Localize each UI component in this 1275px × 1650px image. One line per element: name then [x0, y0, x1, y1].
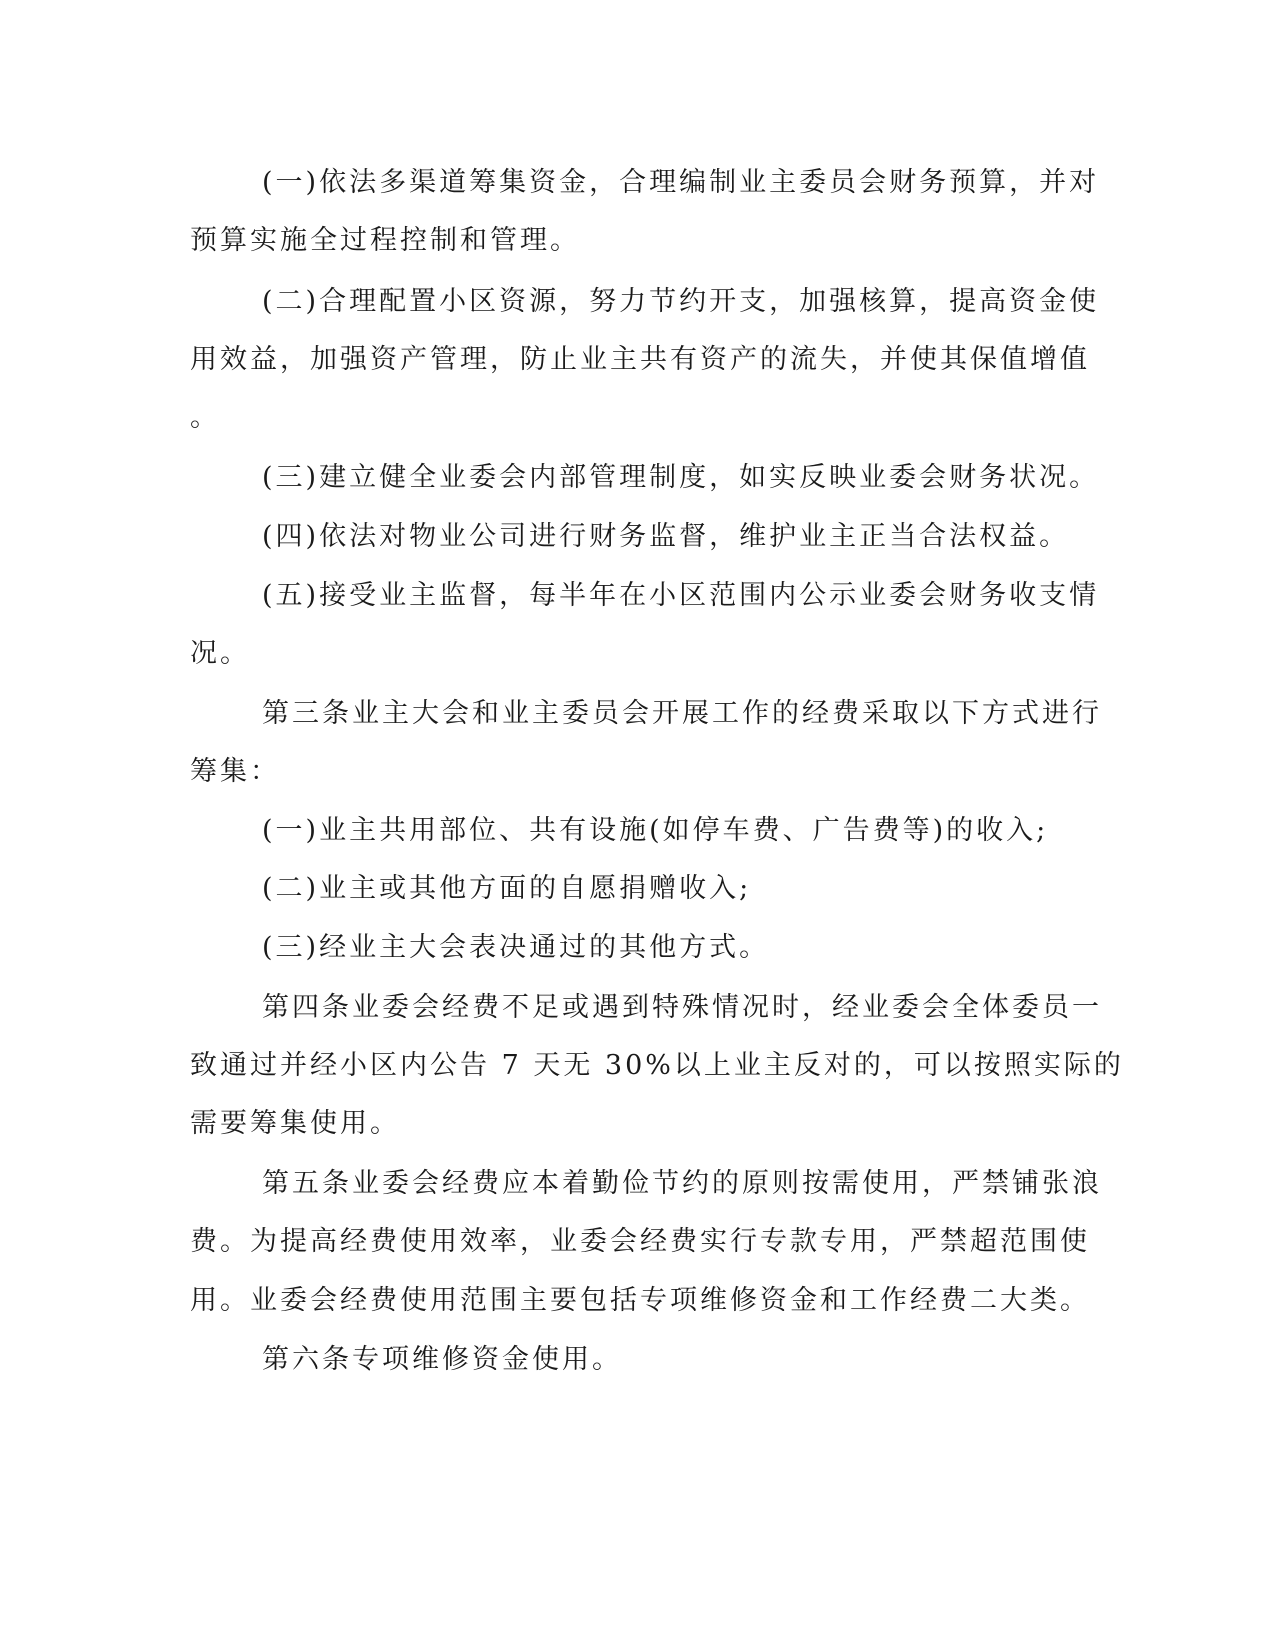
- text-line: 况。: [190, 638, 250, 669]
- text-line: 用。业委会经费使用范围主要包括专项维修资金和工作经费二大类。: [190, 1285, 1090, 1316]
- text-line: (一)依法多渠道筹集资金，合理编制业主委员会财务预算，并对: [262, 167, 1100, 198]
- text-line: (二)业主或其他方面的自愿捐赠收入;: [262, 873, 752, 904]
- text-line: 用效益，加强资产管理，防止业主共有资产的流失，并使其保值增值: [190, 344, 1090, 375]
- text-line: 第四条业委会经费不足或遇到特殊情况时，经业委会全体委员一: [262, 992, 1102, 1023]
- text-line: (一)业主共用部位、共有设施(如停车费、广告费等)的收入;: [262, 815, 1049, 846]
- text-line: 致通过并经小区内公告 7 天无 30%以上业主反对的，可以按照实际的: [190, 1050, 1124, 1081]
- text-line: (四)依法对物业公司进行财务监督，维护业主正当合法权益。: [262, 521, 1070, 552]
- text-line: (二)合理配置小区资源，努力节约开支，加强核算，提高资金使: [262, 286, 1100, 317]
- text-line: 第六条专项维修资金使用。: [262, 1344, 622, 1375]
- text-line: 。: [190, 402, 220, 433]
- text-line: 预算实施全过程控制和管理。: [190, 225, 580, 256]
- text-line: 第三条业主大会和业主委员会开展工作的经费采取以下方式进行: [262, 698, 1102, 729]
- text-line: (五)接受业主监督，每半年在小区范围内公示业委会财务收支情: [262, 580, 1100, 611]
- text-line: 筹集：: [190, 756, 280, 787]
- text-line: (三)建立健全业委会内部管理制度，如实反映业委会财务状况。: [262, 462, 1100, 493]
- text-line: 需要筹集使用。: [190, 1108, 400, 1139]
- text-line: 费。为提高经费使用效率，业委会经费实行专款专用，严禁超范围使: [190, 1226, 1090, 1257]
- text-line: (三)经业主大会表决通过的其他方式。: [262, 932, 770, 963]
- text-line: 第五条业委会经费应本着勤俭节约的原则按需使用，严禁铺张浪: [262, 1168, 1102, 1199]
